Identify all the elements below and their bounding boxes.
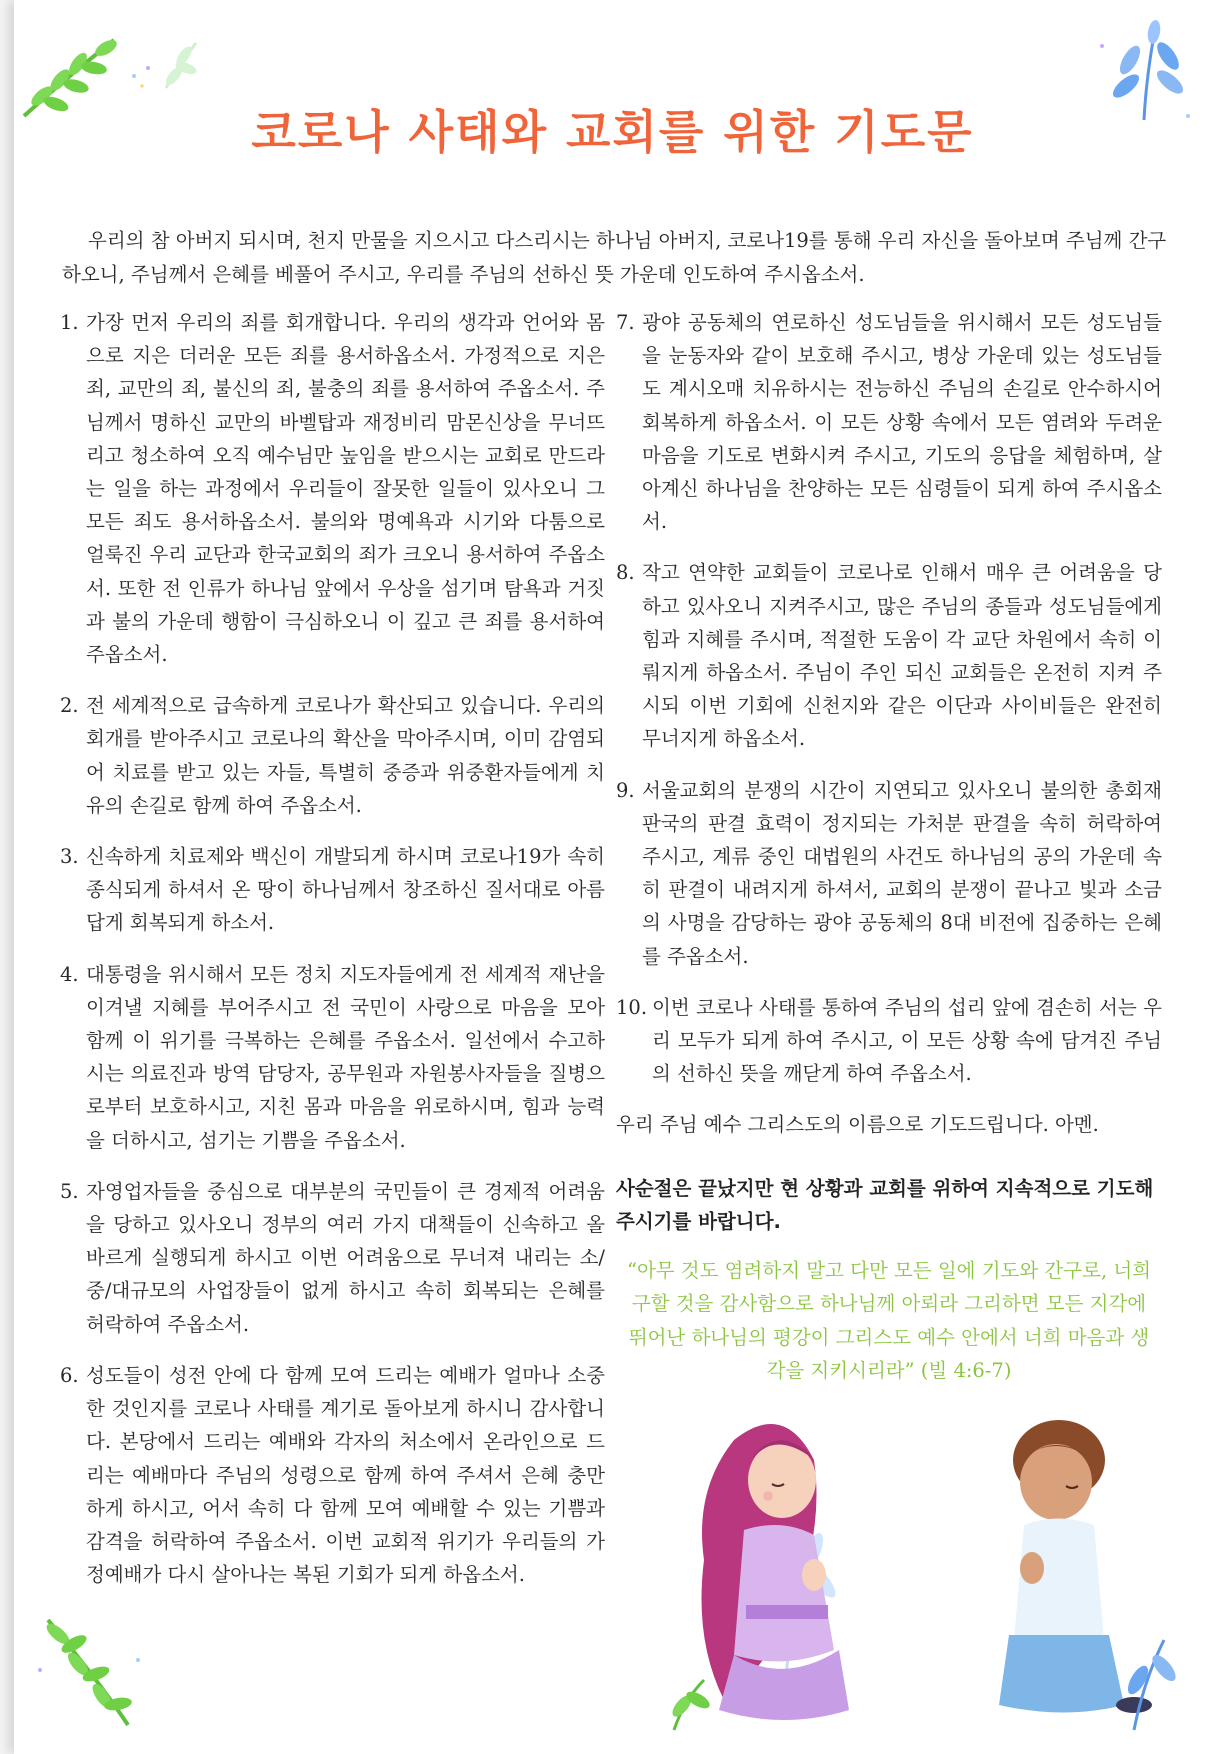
prayer-item-10 [616,991,1162,1091]
prayer-item-8 [616,556,1162,755]
prayer-text: 서울교회의 분쟁의 시간이 지연되고 있사오니 불의한 총회재판국의 판결 효력이 정지되는 가처분 판결을 속히 허락하여 주시고, 계류 중인 대법원의 사건도 하나님의 공의 가운데 속히 판결이 내려지게 하셔서, 교회의 분쟁이 끝나고 빛과 소금의 사명을 감당하는 광야 공동체의 8대 비전에 집중하는 은혜를 주옵소서. [642,778,1162,968]
closing-line: 우리 주님 예수 그리스도의 이름으로 기도드립니다. 아멘. [616,1113,1099,1137]
praying-children-illustration [664,1400,1184,1740]
prayer-column-left [60,306,605,1609]
intro-paragraph: 우리의 참 아버지 되시며, 천지 만물을 지으시고 다스리시는 하나님 아버지, 코로나19를 통해 우리 자신을 돌아보며 주님께 간구하오니, 주님께서 은혜를 베풀어 주시고, 우리를 주님의 선하신 뜻 가운데 인도하여 주시옵소서. [62,229,1167,286]
prayer-number: 8. [616,561,635,585]
prayer-number: 2. [60,694,79,718]
document-page [14,0,1211,1754]
prayer-number: 10. [616,995,648,1019]
prayer-text: 전 세계적으로 급속하게 코로나가 확산되고 있습니다. 우리의 회개를 받아주시고 코로나의 확산을 막아주시며, 이미 감염되어 치료를 받고 있는 자들, 특별히 중증과 위중환자들에게 치유의 손길로 함께 하여 주옵소서. [86,694,605,817]
bible-verse [616,1254,1162,1388]
prayer-column-right [616,306,1162,1388]
prayer-item-4 [60,958,605,1157]
prayer-item-1 [60,306,605,671]
green-leaf-branch-icon [28,1600,148,1730]
prayer-number: 1. [60,311,79,334]
prayer-item-2 [60,689,605,822]
prayer-text: 자영업자들을 중심으로 대부분의 국민들이 큰 경제적 어려움을 당하고 있사오니 정부의 여러 가지 대책들이 신속하고 올바르게 실행되게 하시고 이번 어려움으로 무너져 내리는 소/중/대규모의 사업장들이 없게 하시고 속히 회복되는 은혜를 허락하여 주옵소서. [86,1179,605,1336]
prayer-number: 4. [60,962,79,986]
prayer-text: 신속하게 치료제와 백신이 개발되게 하시며 코로나19가 속히 종식되게 하셔서 온 땅이 하나님께서 창조하신 질서대로 아름답게 회복되게 하소서. [86,845,605,935]
prayer-number: 9. [616,778,635,802]
prayer-number: 5. [60,1179,79,1203]
verse-text: “아무 것도 염려하지 말고 다만 모든 일에 기도와 간구로, 너희 구할 것을 감사함으로 하나님께 아뢰라 그리하면 모든 지각에 뛰어난 하나님의 평강이 그리스도 예수 안에서 너희 마음과 생각을 지키시리라” [626,1258,1152,1383]
prayer-text: 가장 먼저 우리의 죄를 회개합니다. 우리의 생각과 언어와 몸으로 지은 더러운 모든 죄를 용서하옵소서. 가정적으로 지은 죄, 교만의 죄, 불신의 죄, 불충의 죄를 용서하여 주옵소서. 주님께서 명하신 교만의 바벨탑과 재정비리 맘몬신상을 무너뜨리고 청소하여 오직 예수님만 높임을 받으시는 교회로 만드라는 일을 하는 과정에서 우리들이 잘못한 일들이 있사오니 그 모든 죄도 용서하옵소서. 불의와 명예욕과 시기와 다툼으로 얼룩진 우리 교단과 한국교회의 죄가 크오니 용서하여 주옵소서. 또한 전 인류가 하나님 앞에서 우상을 섬기며 탐욕과 거짓과 불의 가운데 행함이 극심하오니 이 깊고 큰 죄를 용서하여 주옵소서. [86,311,605,667]
page-title: 코로나 사태와 교회를 위한 기도문 [251,105,974,159]
lent-note: 사순절은 끝났지만 현 상황과 교회를 위하여 지속적으로 기도해 주시기를 바랍니다. [616,1176,1154,1233]
prayer-text: 성도들이 성전 안에 다 함께 모여 드리는 예배가 얼마나 소중한 것인지를 코로나 사태를 계기로 돌아보게 하시니 감사합니다. 본당에서 드리는 예배와 각자의 처소에서 온라인으로 드리는 예배마다 주님의 성령으로 함께 하여 주셔서 은혜 충만하게 하시고, 어서 속히 다 함께 모여 예배할 수 있는 기쁨과 감격을 허락하여 주옵소서. 이번 교회적 위기가 우리들의 가정예배가 다시 살아나는 복된 기회가 되게 하옵소서. [86,1363,605,1587]
prayer-text: 광야 공동체의 연로하신 성도님들을 위시해서 모든 성도님들을 눈동자와 같이 보호해 주시고, 병상 가운데 있는 성도님들도 계시오매 치유하시는 전능하신 주님의 손길로 안수하시어 회복하게 하옵소서. 이 모든 상황 속에서 모든 염려와 두려운 마음을 기도로 변화시켜 주시고, 기도의 응답을 체험하며, 살아계신 하나님을 찬양하는 모든 심령들이 되게 하여 주시옵소서. [642,311,1162,534]
prayer-text: 대통령을 위시해서 모든 정치 지도자들에게 전 세계적 재난을 이겨낼 지혜를 부어주시고 전 국민이 사랑으로 마음을 모아 함께 이 위기를 극복하는 은혜를 주옵소서. 일선에서 수고하시는 의료진과 방역 담당자, 공무원과 자원봉사자들을 질병으로부터 보호하시고, 지친 몸과 마음을 위로하시며, 힘과 능력을 더하시고, 섬기는 기쁨을 주옵소서. [86,962,605,1152]
verse-reference: (빌 4:6-7) [920,1359,1012,1383]
prayer-item-3 [60,840,605,940]
prayer-number: 3. [60,845,79,869]
prayer-text: 작고 연약한 교회들이 코로나로 인해서 매우 큰 어려움을 당하고 있사오니 지켜주시고, 많은 주님의 종들과 성도님들에게 힘과 지혜를 주시며, 적절한 도움이 각 교단 차원에서 속히 이뤄지게 하옵소서. 주님이 주인 되신 교회들은 온전히 지켜 주시되 이번 기회에 신천지와 같은 이단과 사이비들은 완전히 무너지게 하옵소서. [642,561,1162,751]
prayer-number: 6. [60,1363,79,1387]
prayer-number: 7. [616,311,635,334]
prayer-text: 이번 코로나 사태를 통하여 주님의 섭리 앞에 겸손히 서는 우리 모두가 되게 하여 주시고, 이 모든 상황 속에 담겨진 주님의 선하신 뜻을 깨닫게 하여 주옵소서. [652,995,1162,1086]
prayer-item-5 [60,1175,605,1341]
prayer-item-9 [616,774,1162,973]
prayer-item-6 [60,1359,605,1591]
prayer-item-7 [616,306,1162,538]
